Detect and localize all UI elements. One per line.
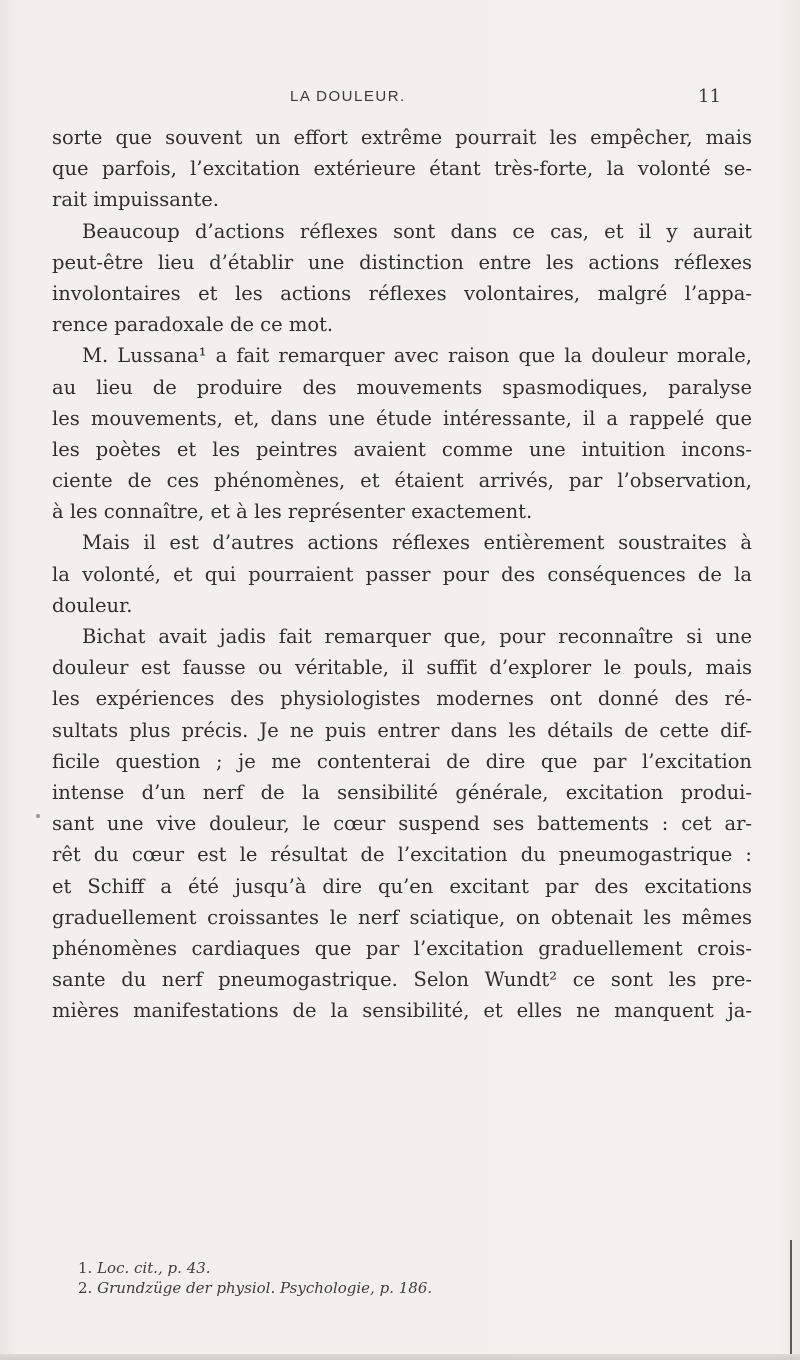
footnote-number: 2. xyxy=(78,1279,93,1297)
text-line: les poètes et les peintres avaient comme une intuition incons- xyxy=(52,437,752,461)
text-line: que parfois, l’excitation extérieure étant très-forte, la volonté se- xyxy=(52,157,752,181)
text-line: sant une vive douleur, le cœur suspend ses battements : cet ar- xyxy=(52,812,752,836)
body-text xyxy=(52,122,752,1026)
text-line: phénomènes cardiaques que par l’excitation graduellement crois- xyxy=(52,936,752,960)
text-line: graduellement croissantes le nerf sciatique, on obtenait les mêmes xyxy=(52,905,752,929)
page-edge-shadow xyxy=(790,1240,792,1360)
text-line: les expériences des physiologistes modernes ont donné des ré- xyxy=(52,687,752,711)
footnote xyxy=(78,1258,718,1278)
text-line: Bichat avait jadis fait remarquer que, pour reconnaître si une xyxy=(82,625,752,648)
footnote-text: Grundzüge der physiol. Psychologie, p. 186. xyxy=(97,1279,433,1297)
footnote xyxy=(78,1278,718,1298)
text-line: ciente de ces phénomènes, et étaient arrivés, par l’observation, xyxy=(52,469,752,493)
text-line: M. Lussana¹ a fait remarquer avec raison que la douleur morale, xyxy=(82,344,752,368)
text-line: à les connaître, et à les représenter exactement. xyxy=(52,500,533,524)
text-line: involontaires et les actions réflexes volontaires, malgré l’appa- xyxy=(52,281,752,305)
running-title: LA DOULEUR. xyxy=(290,88,406,105)
text-line: douleur. xyxy=(52,593,133,617)
text-line: et Schiff a été jusqu’à dire qu’en excitant par des excitations xyxy=(52,874,752,898)
text-line: douleur est fausse ou véritable, il suffit d’explorer le pouls, mais xyxy=(52,656,752,680)
text-line: sultats plus précis. Je ne puis entrer dans les détails de cette dif- xyxy=(52,718,752,742)
text-line: sorte que souvent un effort extrême pourrait les empêcher, mais xyxy=(52,126,752,149)
page-bottom-edge xyxy=(0,1354,800,1360)
page-number: 11 xyxy=(698,86,721,107)
text-line: peut-être lieu d’établir une distinction entre les actions réflexes xyxy=(52,250,752,274)
text-line: intense d’un nerf de la sensibilité générale, excitation produi- xyxy=(52,780,752,804)
text-line: mières manifestations de la sensibilité, et elles ne manquent ja- xyxy=(52,999,752,1023)
running-head xyxy=(0,88,800,108)
text-line: Beaucoup d’actions réflexes sont dans ce cas, et il y aurait xyxy=(82,219,752,243)
footnotes xyxy=(78,1258,718,1298)
text-line: la volonté, et qui pourraient passer pour des conséquences de la xyxy=(52,562,752,586)
text-line: au lieu de produire des mouvements spasmodiques, paralyse xyxy=(52,375,752,399)
text-line: rence paradoxale de ce mot. xyxy=(52,313,334,337)
footnote-text: Loc. cit., p. 43. xyxy=(97,1259,211,1277)
text-line: sante du nerf pneumogastrique. Selon Wundt² ce sont les pre- xyxy=(52,968,752,992)
text-line: Mais il est d’autres actions réflexes entièrement soustraites à xyxy=(82,531,752,555)
footnote-number: 1. xyxy=(78,1259,93,1277)
text-line: rêt du cœur est le résultat de l’excitation du pneumogastrique : xyxy=(52,843,752,867)
margin-speck xyxy=(36,814,40,818)
text-line: rait impuissante. xyxy=(52,188,219,212)
text-line: ficile question ; je me contenterai de dire que par l’excitation xyxy=(52,749,752,773)
text-line: les mouvements, et, dans une étude intéressante, il a rappelé que xyxy=(52,406,752,430)
